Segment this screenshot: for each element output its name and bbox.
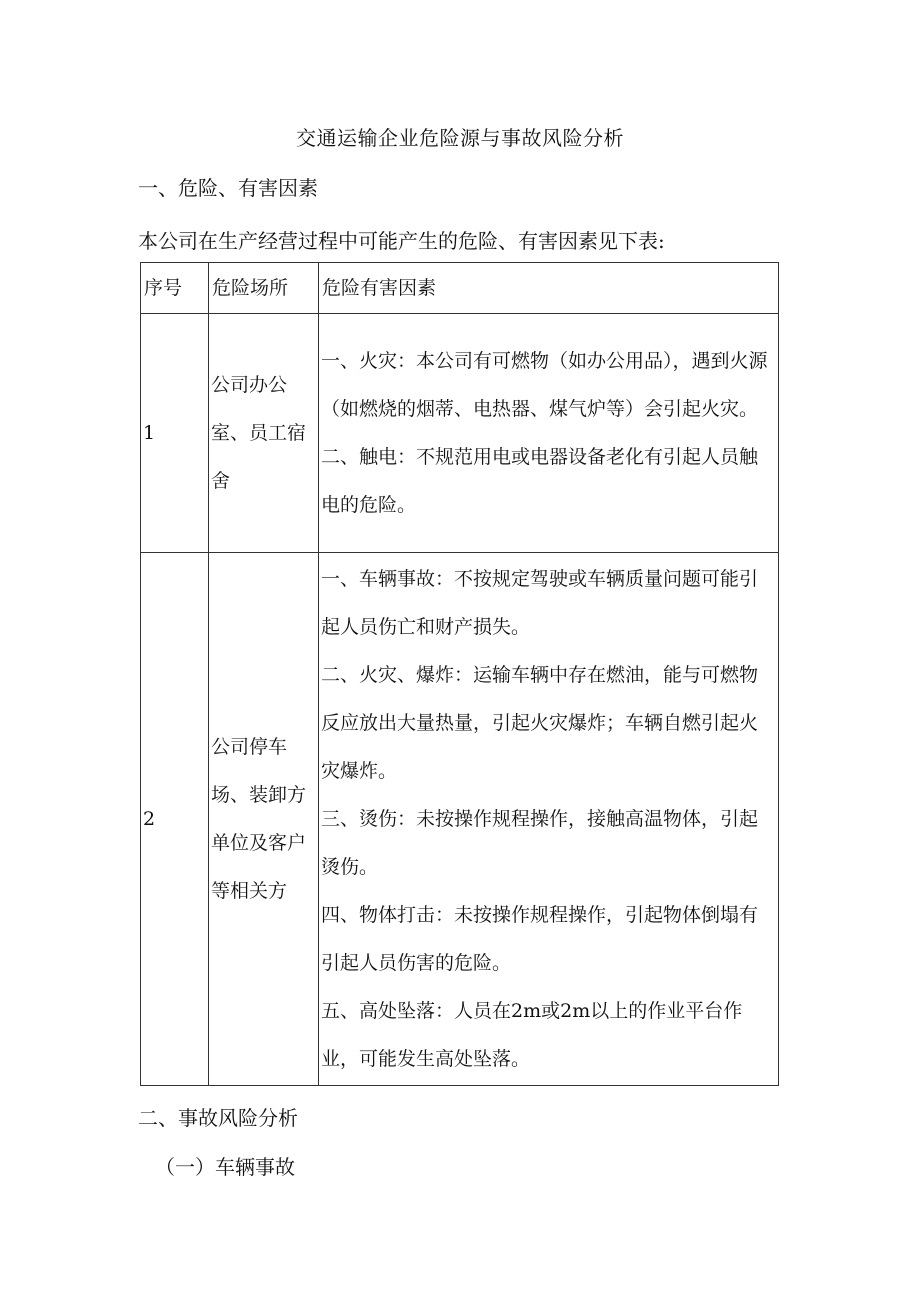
cell-factors bbox=[319, 314, 779, 553]
header-cell-place: 危险场所 bbox=[209, 263, 319, 314]
document-title: 交通运输企业危险源与事故风险分析 bbox=[296, 126, 624, 150]
factor-item: 一、火灾：本公司有可燃物（如办公用品），遇到火源（如燃烧的烟蒂、电热器、煤气炉等）会引起火灾。 bbox=[321, 350, 768, 420]
factor-item: 四、物体打击：未按操作规程操作，引起物体倒塌有引起人员伤害的危险。 bbox=[321, 904, 759, 974]
hazard-table bbox=[140, 262, 779, 1086]
factor-item: 二、触电：不规范用电或电器设备老化有引起人员触电的危险。 bbox=[321, 446, 759, 516]
cell-factors bbox=[319, 553, 779, 1086]
section-heading-risk-analysis: 二、事故风险分析 bbox=[138, 1106, 298, 1130]
factor-item: 一、车辆事故：不按规定驾驶或车辆质量问题可能引起人员伤亡和财产损失。 bbox=[321, 568, 759, 638]
table-row bbox=[141, 553, 779, 1086]
table-header-row bbox=[141, 263, 779, 314]
factor-item: 二、火灾、爆炸：运输车辆中存在燃油，能与可燃物反应放出大量热量，引起火灾爆炸；车辆自燃引起火灾爆炸。 bbox=[321, 664, 759, 782]
intro-paragraph: 本公司在生产经营过程中可能产生的危险、有害因素见下表: bbox=[138, 229, 665, 253]
section-heading-hazards: 一、危险、有害因素 bbox=[138, 176, 318, 200]
subsection-heading-vehicle-accident: （一）车辆事故 bbox=[155, 1155, 295, 1179]
factor-item: 五、高处坠落：人员在2m或2m以上的作业平台作业，可能发生高处坠落。 bbox=[321, 1000, 743, 1070]
header-cell-factors: 危险有害因素 bbox=[319, 263, 779, 314]
header-cell-no: 序号 bbox=[141, 263, 209, 314]
table-row bbox=[141, 314, 779, 553]
cell-place: 公司停车场、装卸方单位及客户等相关方 bbox=[209, 553, 319, 1086]
cell-no: 1 bbox=[141, 314, 209, 553]
cell-place: 公司办公室、员工宿舍 bbox=[209, 314, 319, 553]
factor-item: 三、烫伤：未按操作规程操作，接触高温物体，引起烫伤。 bbox=[321, 808, 759, 878]
cell-no: 2 bbox=[141, 553, 209, 1086]
